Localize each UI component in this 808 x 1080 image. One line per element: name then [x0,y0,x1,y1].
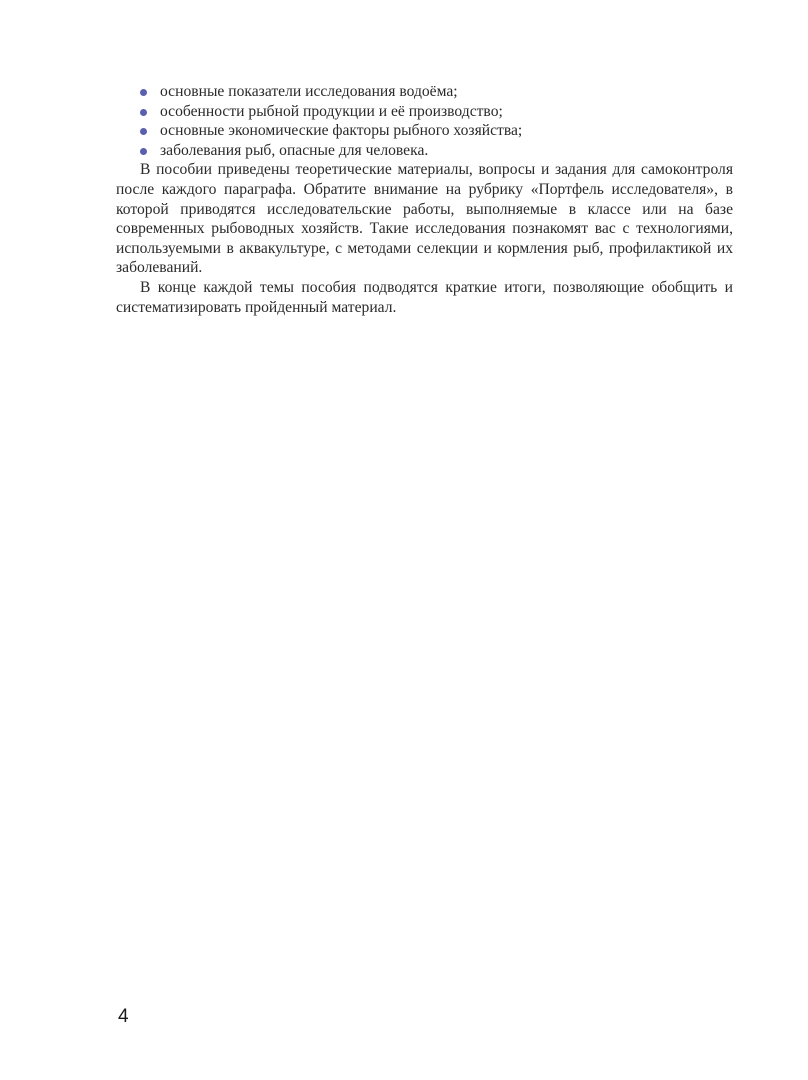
bullet-dot-icon [140,148,147,155]
list-item [116,82,733,102]
paragraph-intro: В пособии приведены теоретические материалы, вопросы и задания для самоконтроля после каждого параграфа. Обратите внимание на рубрику «Портфель исследователя», в которой приводятся исследовательские работы, выполняемые в классе или на базе современных рыбоводных хозяйств. Такие исследования познакомят вас с технологиями, используемыми в аквакультуре, с методами селекции и кормления рыб, профилактикой их заболеваний. [116,161,733,277]
page-body [116,82,733,317]
list-item-text: заболевания рыб, опасные для человека. [160,141,429,159]
bullet-dot-icon [140,109,147,116]
paragraph-summary: В конце каждой темы пособия подводятся краткие итоги, позволяющие обобщить и систематизировать пройденный материал. [116,278,733,316]
list-item [116,102,733,122]
list-item-text: основные показатели исследования водоёма; [160,83,458,100]
bullet-list [116,82,733,160]
list-item [116,141,733,161]
list-item [116,121,733,141]
page-number: 4 [118,1006,129,1027]
list-item-text: особенности рыбной продукции и её производство; [160,102,503,120]
bullet-dot-icon [140,128,147,135]
list-item-text: основные экономические факторы рыбного хозяйства; [160,122,523,140]
bullet-dot-icon [140,89,147,96]
